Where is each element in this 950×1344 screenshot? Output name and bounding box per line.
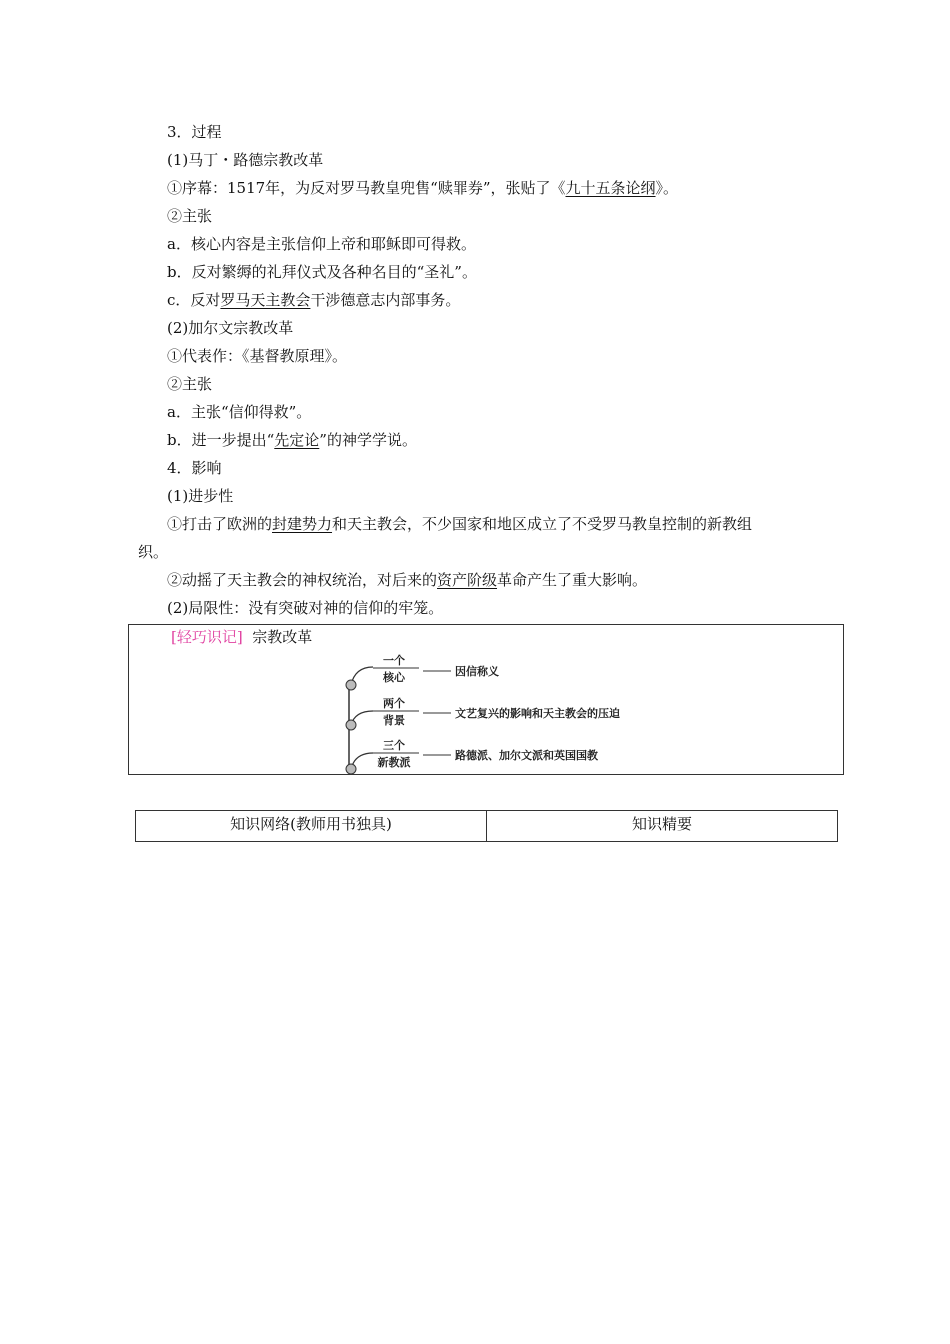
underlined-term: 封建势力	[272, 515, 333, 533]
branch-label-top: 三个	[383, 739, 405, 752]
branch-label-bottom: 核心	[383, 671, 405, 684]
section-heading-impact: 4．影响	[167, 459, 222, 477]
branch-label-top: 两个	[383, 697, 405, 710]
subheading-limitation: (2)局限性：没有突破对神的信仰的牢笼。	[167, 599, 444, 617]
underlined-term: 九十五条论纲	[565, 179, 656, 197]
table-row	[136, 811, 838, 842]
text-line: a．核心内容是主张信仰上帝和耶稣即可得救。	[167, 235, 476, 253]
subheading-calvin: (2)加尔文宗教改革	[167, 319, 294, 337]
text-line: ②动摇了天主教会的神权统治，对后来的资产阶级革命产生了重大影响。	[167, 571, 648, 589]
subheading-luther: (1)马丁・路德宗教改革	[167, 151, 324, 169]
table-cell-knowledge-essentials: 知识精要	[487, 811, 838, 842]
text-line: ①打击了欧洲的封建势力和天主教会，不少国家和地区成立了不受罗马教皇控制的新教组	[167, 515, 753, 533]
text-line: ①代表作：《基督教原理》。	[167, 347, 348, 365]
underlined-term: 先定论	[274, 431, 320, 449]
memo-title: 宗教改革	[252, 628, 313, 646]
branch-text: 路德派、加尔文派和英国国教	[455, 749, 598, 762]
text-line: ②主张	[167, 207, 213, 225]
branch-label-bottom: 新教派	[377, 756, 411, 769]
branch-text: 因信称义	[455, 665, 499, 678]
text-line: ②主张	[167, 375, 213, 393]
text-line: 织。	[138, 543, 169, 561]
underlined-term: 罗马天主教会	[220, 291, 311, 309]
subheading-progress: (1)进步性	[167, 487, 234, 505]
branch-label-bottom: 背景	[383, 714, 405, 727]
section-heading-process: 3．过程	[167, 123, 222, 141]
branch-text: 文艺复兴的影响和天主教会的压迫	[455, 707, 620, 720]
memo-tag: [轻巧识记]	[171, 628, 243, 646]
underlined-term: 资产阶级	[437, 571, 498, 589]
memo-tree-diagram	[129, 625, 843, 774]
branch-node	[346, 680, 356, 690]
knowledge-table	[135, 810, 838, 842]
branch-node	[346, 720, 356, 730]
text-line: b．进一步提出“先定论”的神学学说。	[167, 431, 417, 449]
memo-box	[128, 624, 844, 775]
text-line: ①序幕：1517年，为反对罗马教皇兜售“赎罪券”，张贴了《九十五条论纲》。	[167, 179, 679, 197]
branch-label-top: 一个	[383, 654, 405, 667]
text-line: c．反对罗马天主教会干涉德意志内部事务。	[167, 291, 461, 309]
text-line: b．反对繁缛的礼拜仪式及各种名目的“圣礼”。	[167, 263, 477, 281]
text-line: a．主张“信仰得救”。	[167, 403, 312, 421]
branch-node	[346, 764, 356, 774]
table-cell-knowledge-network: 知识网络(教师用书独具)	[136, 811, 487, 842]
